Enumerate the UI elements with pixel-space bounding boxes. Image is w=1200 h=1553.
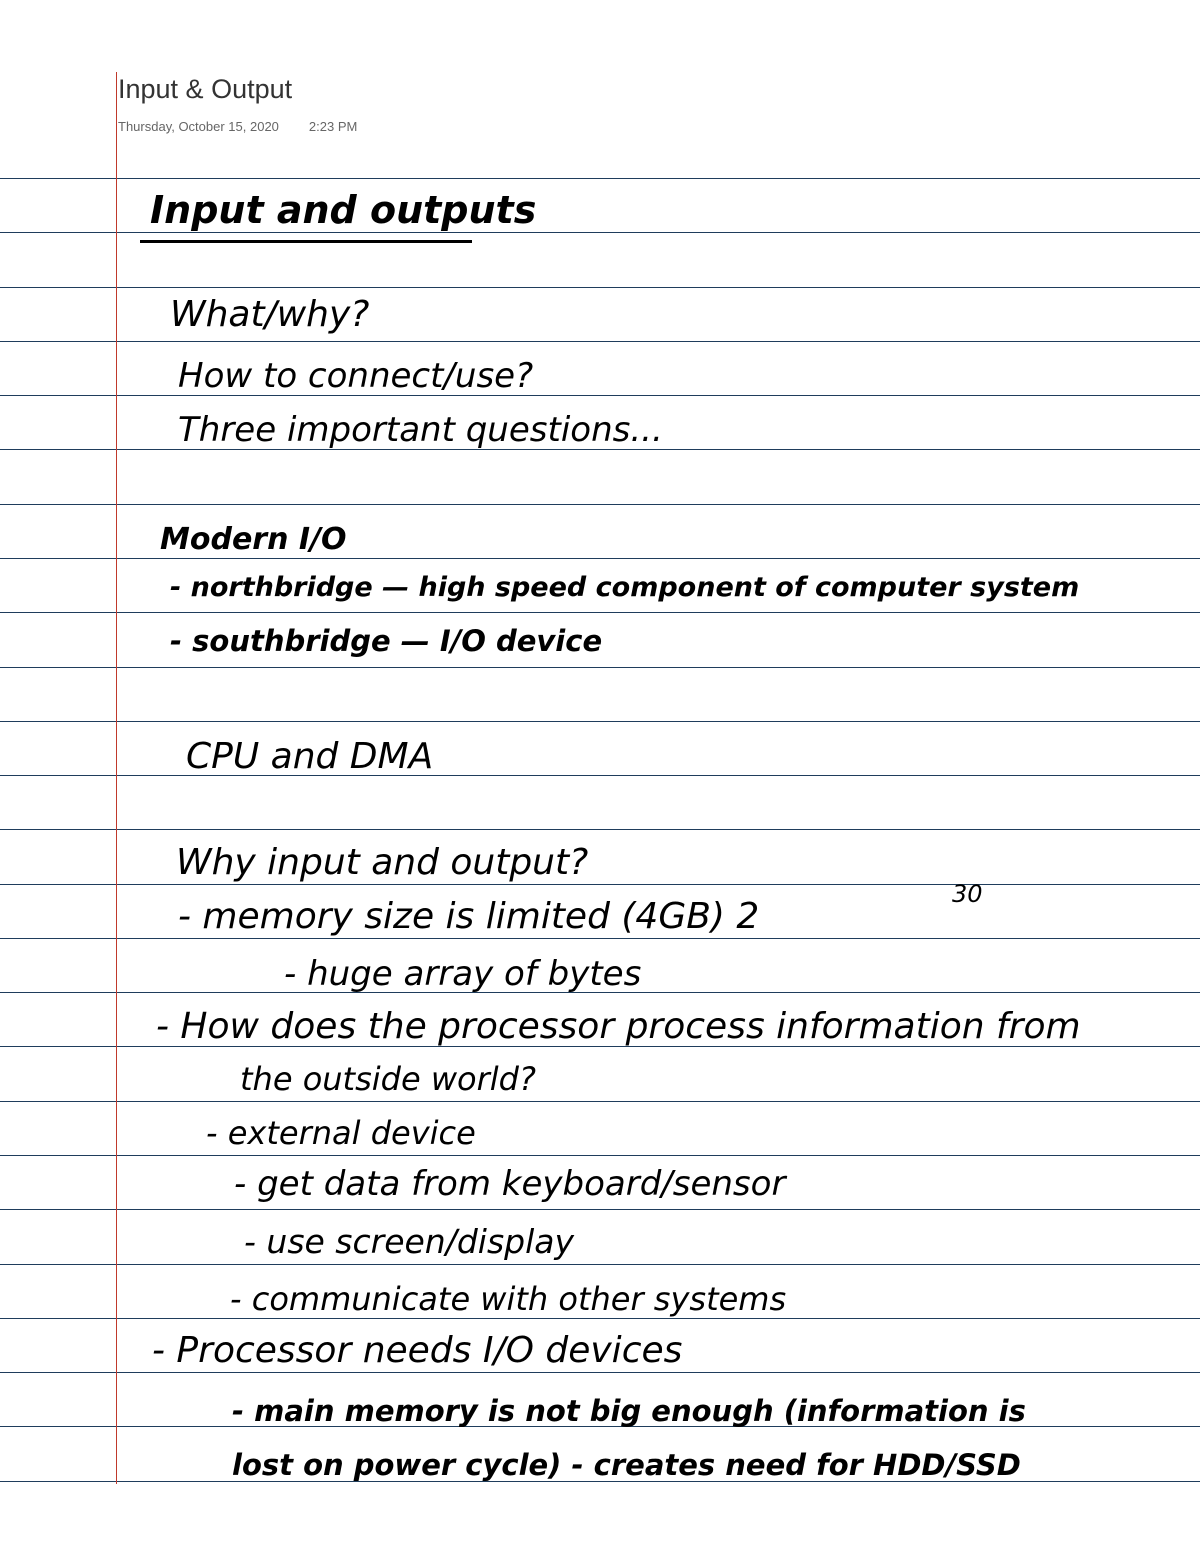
list-item: - use screen/display bbox=[244, 1222, 575, 1261]
memory-line: - memory size is limited (4GB) 2 bbox=[178, 896, 760, 937]
list-item: - get data from keyboard/sensor bbox=[234, 1164, 786, 1204]
ruled-line bbox=[0, 504, 1200, 505]
list-item: - How does the processor process information from bbox=[156, 1006, 1081, 1047]
page-date: Thursday, October 15, 2020 bbox=[118, 119, 279, 134]
ruled-line bbox=[0, 341, 1200, 342]
page-title[interactable]: Input & Output bbox=[118, 74, 293, 104]
heading-underline bbox=[140, 240, 472, 243]
section-title-cpu-dma: CPU and DMA bbox=[186, 736, 434, 777]
list-item: - main memory is not big enough (information is bbox=[232, 1394, 1026, 1428]
ruled-line bbox=[0, 938, 1200, 939]
list-item: - huge array of bytes bbox=[284, 954, 642, 994]
list-item: - southbridge — I/O device bbox=[170, 624, 603, 658]
list-item: the outside world? bbox=[240, 1060, 536, 1098]
ruled-line bbox=[0, 1318, 1200, 1319]
exponent: 30 bbox=[952, 880, 983, 908]
list-item: - northbridge — high speed component of computer system bbox=[170, 572, 1080, 603]
list-item: - communicate with other systems bbox=[230, 1280, 787, 1318]
ruled-line bbox=[0, 612, 1200, 613]
intro-line: How to connect/use? bbox=[178, 356, 534, 396]
intro-line: Three important questions... bbox=[178, 410, 663, 450]
ruled-line bbox=[0, 884, 1200, 885]
page-time: 2:23 PM bbox=[308, 119, 358, 134]
ruled-line bbox=[0, 232, 1200, 233]
ruled-line bbox=[0, 1264, 1200, 1265]
intro-line: What/why? bbox=[170, 294, 370, 335]
ruled-line bbox=[0, 558, 1200, 559]
ruled-line bbox=[0, 287, 1200, 288]
list-item: - external device bbox=[206, 1114, 476, 1152]
ruled-line bbox=[0, 1101, 1200, 1102]
section-title-modern-io: Modern I/O bbox=[160, 522, 347, 557]
ruled-line bbox=[0, 775, 1200, 776]
ruled-line bbox=[0, 721, 1200, 722]
ruled-line bbox=[0, 1209, 1200, 1210]
ruled-line bbox=[0, 1155, 1200, 1156]
list-item: - Processor needs I/O devices bbox=[152, 1330, 683, 1371]
notes-heading: Input and outputs bbox=[150, 188, 537, 232]
ruled-line bbox=[0, 1372, 1200, 1373]
ruled-line bbox=[0, 667, 1200, 668]
section-title-why-io: Why input and output? bbox=[176, 842, 589, 883]
ruled-line bbox=[0, 829, 1200, 830]
margin-line bbox=[116, 72, 117, 1484]
list-item: lost on power cycle) - creates need for HDD/SSD bbox=[232, 1448, 1021, 1482]
ruled-line bbox=[0, 178, 1200, 179]
page-timestamp bbox=[118, 119, 357, 134]
